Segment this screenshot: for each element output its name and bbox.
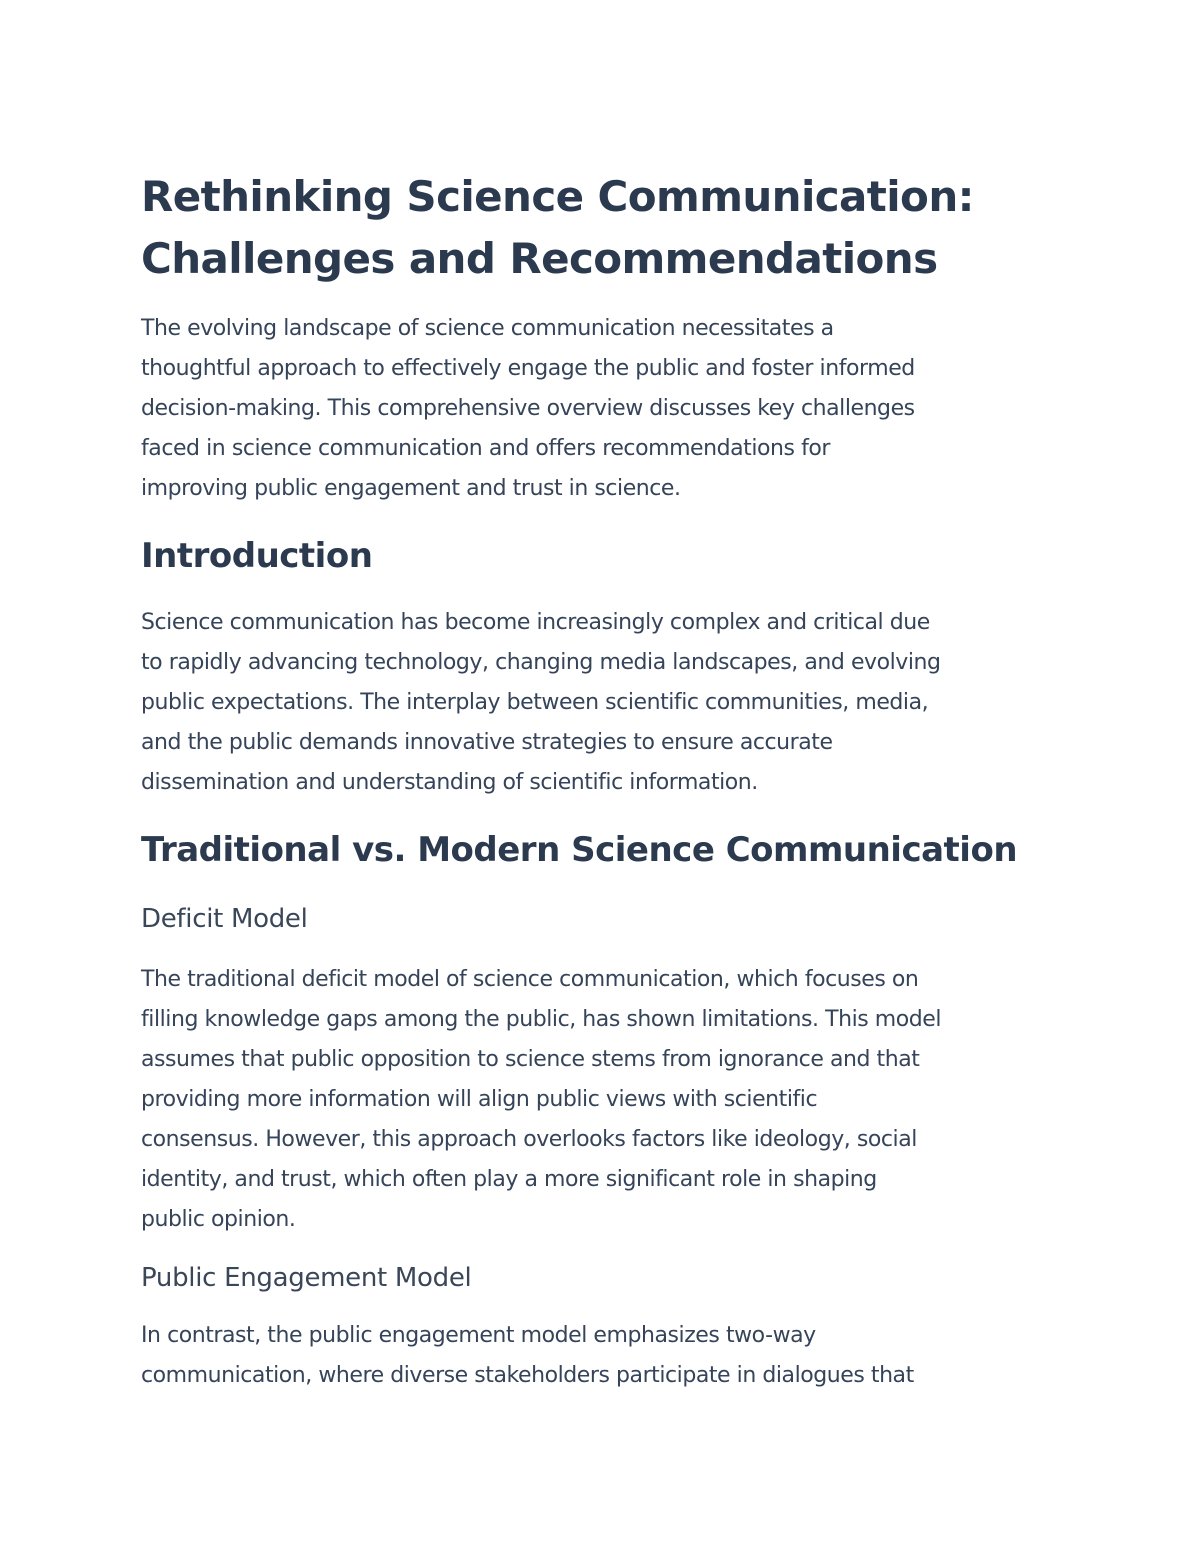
intro-paragraph: [141, 309, 915, 509]
paragraph-line: thoughtful approach to effectively engage the public and foster informed: [141, 356, 915, 381]
paragraph-line: consensus. However, this approach overlooks factors like ideology, social: [141, 1127, 917, 1152]
paragraph-line: In contrast, the public engagement model emphasizes two-way: [141, 1323, 816, 1348]
title-line: Rethinking Science Communication:: [141, 172, 974, 221]
introduction-paragraph: [141, 603, 941, 803]
section-heading-traditional-vs-modern: Traditional vs. Modern Science Communication: [141, 830, 1018, 870]
paragraph-line: identity, and trust, which often play a more significant role in shaping: [141, 1167, 877, 1192]
subsection-heading-public-engagement-model: Public Engagement Model: [141, 1263, 472, 1293]
section-heading-introduction: Introduction: [141, 536, 373, 576]
document-title: [141, 166, 974, 290]
paragraph-line: assumes that public opposition to science stems from ignorance and that: [141, 1047, 920, 1072]
paragraph-line: Science communication has become increasingly complex and critical due: [141, 610, 930, 635]
paragraph-line: providing more information will align public views with scientific: [141, 1087, 818, 1112]
paragraph-line: The traditional deficit model of science communication, which focuses on: [141, 967, 919, 992]
public-engagement-paragraph: [141, 1316, 914, 1396]
deficit-model-paragraph: [141, 960, 941, 1240]
paragraph-line: The evolving landscape of science communication necessitates a: [141, 316, 834, 341]
title-line: Challenges and Recommendations: [141, 234, 938, 283]
subsection-heading-deficit-model: Deficit Model: [141, 904, 308, 934]
paragraph-line: filling knowledge gaps among the public, has shown limitations. This model: [141, 1007, 942, 1032]
paragraph-line: communication, where diverse stakeholders participate in dialogues that: [141, 1363, 914, 1388]
paragraph-line: faced in science communication and offers recommendations for: [141, 436, 830, 461]
paragraph-line: public opinion.: [141, 1207, 296, 1232]
paragraph-line: dissemination and understanding of scientific information.: [141, 770, 758, 795]
paragraph-line: and the public demands innovative strategies to ensure accurate: [141, 730, 833, 755]
paragraph-line: improving public engagement and trust in science.: [141, 476, 681, 501]
paragraph-line: decision-making. This comprehensive overview discusses key challenges: [141, 396, 915, 421]
paragraph-line: public expectations. The interplay between scientific communities, media,: [141, 690, 929, 715]
paragraph-line: to rapidly advancing technology, changing media landscapes, and evolving: [141, 650, 941, 675]
